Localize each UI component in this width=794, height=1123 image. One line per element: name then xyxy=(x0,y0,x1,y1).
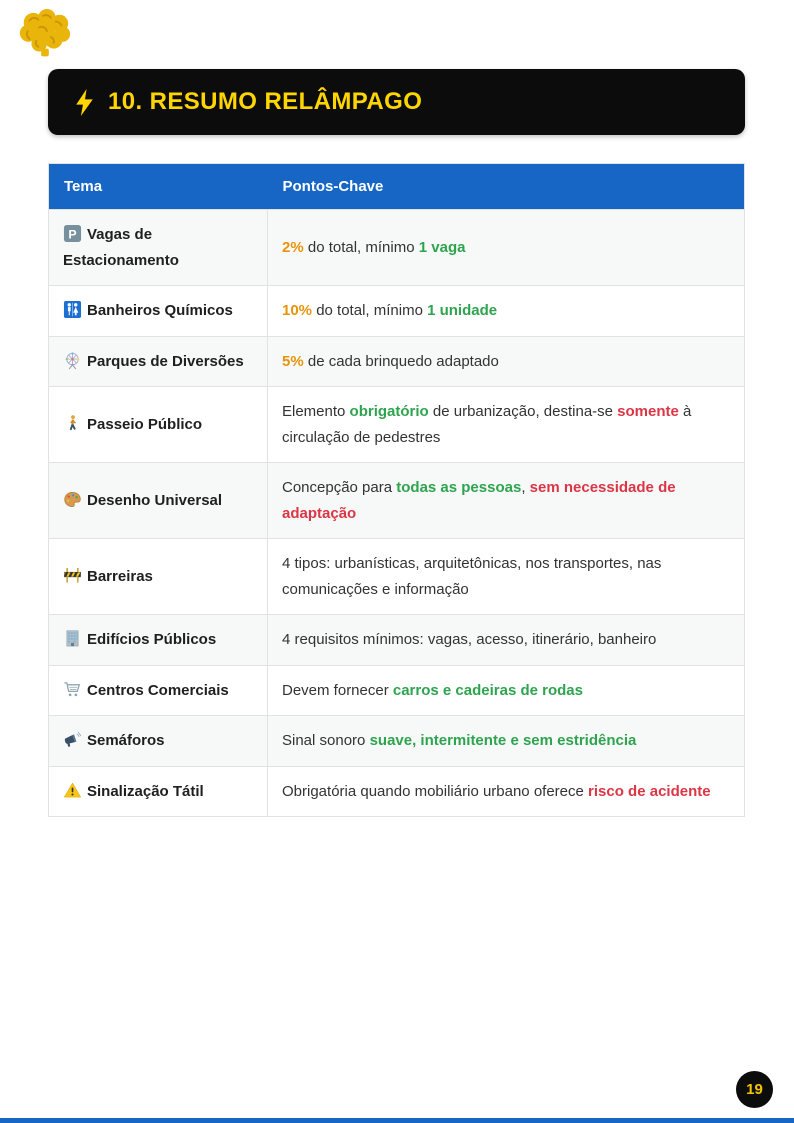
restroom-icon xyxy=(63,300,82,319)
tema-cell xyxy=(49,387,268,463)
brain-logo-icon xyxy=(16,8,74,60)
tema-label: Barreiras xyxy=(87,567,153,585)
tema-label: Centros Comerciais xyxy=(87,681,229,699)
pontos-segment: à circulação de pedestres xyxy=(282,403,692,446)
construction-icon xyxy=(63,566,82,585)
table-row xyxy=(49,210,745,286)
section-title-bar xyxy=(48,69,745,135)
pontos-segment: Obrigatória quando mobiliário urbano oferece xyxy=(282,782,589,800)
table-row xyxy=(49,716,745,767)
table-row xyxy=(49,387,745,463)
pontos-segment: 2% xyxy=(282,238,304,256)
table-header-row xyxy=(49,164,745,210)
tema-label: Desenho Universal xyxy=(87,491,223,509)
pontos-segment: carros e cadeiras de rodas xyxy=(392,681,583,699)
column-header-tema: Tema xyxy=(49,164,268,210)
tema-cell xyxy=(49,716,268,767)
tema-cell xyxy=(49,665,268,716)
ferris-wheel-icon xyxy=(63,351,82,370)
pontos-segment: 1 unidade xyxy=(427,302,498,319)
table-row xyxy=(49,286,745,337)
pontos-segment: sem necessidade de adaptação xyxy=(282,479,676,522)
warning-icon xyxy=(63,781,82,800)
pontos-cell xyxy=(268,210,745,286)
tema-label: Passeio Público xyxy=(87,415,203,433)
page-title: 10. RESUMO RELÂMPAGO xyxy=(108,88,423,115)
pontos-cell xyxy=(268,716,745,767)
tema-cell xyxy=(49,336,268,387)
parking-icon xyxy=(63,224,82,243)
shopping-cart-icon xyxy=(63,680,82,699)
page-number-badge xyxy=(736,1071,773,1108)
table-row xyxy=(49,615,745,666)
pontos-segment: 4 requisitos mínimos: vagas, acesso, itinerário, banheiro xyxy=(282,631,657,648)
tema-label: Parques de Diversões xyxy=(87,352,244,370)
pontos-segment: Sinal sonoro xyxy=(282,732,370,749)
pontos-segment: do total, mínimo xyxy=(312,302,428,319)
page-number: 19 xyxy=(746,1081,763,1098)
pontos-segment: risco de acidente xyxy=(588,782,711,800)
pontos-cell xyxy=(268,539,745,615)
pontos-segment: suave, intermitente e sem estridência xyxy=(369,732,637,749)
palette-icon xyxy=(63,490,82,509)
pontos-segment: de urbanização, destina-se xyxy=(428,403,618,420)
table-row xyxy=(49,463,745,539)
pontos-segment: obrigatório xyxy=(349,403,429,420)
pontos-cell xyxy=(268,463,745,539)
pontos-segment: todas as pessoas xyxy=(396,479,522,496)
tema-label: Semáforos xyxy=(87,732,165,749)
tema-cell xyxy=(49,615,268,666)
table-row xyxy=(49,766,745,817)
tema-cell xyxy=(49,463,268,539)
pontos-cell xyxy=(268,766,745,817)
summary-table xyxy=(48,163,745,817)
tema-label: Sinalização Tátil xyxy=(87,782,204,800)
footer-accent-bar xyxy=(0,1118,794,1123)
pontos-segment: do total, mínimo xyxy=(303,238,419,256)
pontos-cell xyxy=(268,665,745,716)
pontos-segment: Devem fornecer xyxy=(282,681,393,699)
pontos-segment: 4 tipos: urbanísticas, arquitetônicas, nos transportes, nas comunicações e informação xyxy=(282,555,662,598)
column-header-pontos-chave: Pontos-Chave xyxy=(268,164,745,210)
office-building-icon xyxy=(63,629,82,648)
tema-cell xyxy=(49,210,268,286)
tema-label: Banheiros Químicos xyxy=(87,302,233,319)
pontos-segment: 1 vaga xyxy=(418,238,466,256)
tema-cell xyxy=(49,539,268,615)
table-row xyxy=(49,665,745,716)
pedestrian-icon xyxy=(63,414,82,433)
svg-text:P: P xyxy=(68,227,77,242)
pontos-cell xyxy=(268,387,745,463)
pontos-cell xyxy=(268,336,745,387)
pontos-segment: , xyxy=(521,479,530,496)
pontos-segment: somente xyxy=(617,403,679,420)
tema-label: Edifícios Públicos xyxy=(87,631,217,648)
pontos-cell xyxy=(268,286,745,337)
table-row xyxy=(49,539,745,615)
pontos-segment: Elemento xyxy=(282,403,350,420)
loudspeaker-icon xyxy=(63,730,82,749)
pontos-segment: de cada brinquedo adaptado xyxy=(303,352,499,370)
pontos-cell xyxy=(268,615,745,666)
tema-label: Vagas de Estacionamento xyxy=(63,226,179,269)
pontos-segment: 5% xyxy=(282,352,304,370)
tema-cell xyxy=(49,286,268,337)
table-row xyxy=(49,336,745,387)
tema-cell xyxy=(49,766,268,817)
pontos-segment: 10% xyxy=(282,302,313,319)
lightning-icon xyxy=(74,88,95,117)
pontos-segment: Concepção para xyxy=(282,479,397,496)
